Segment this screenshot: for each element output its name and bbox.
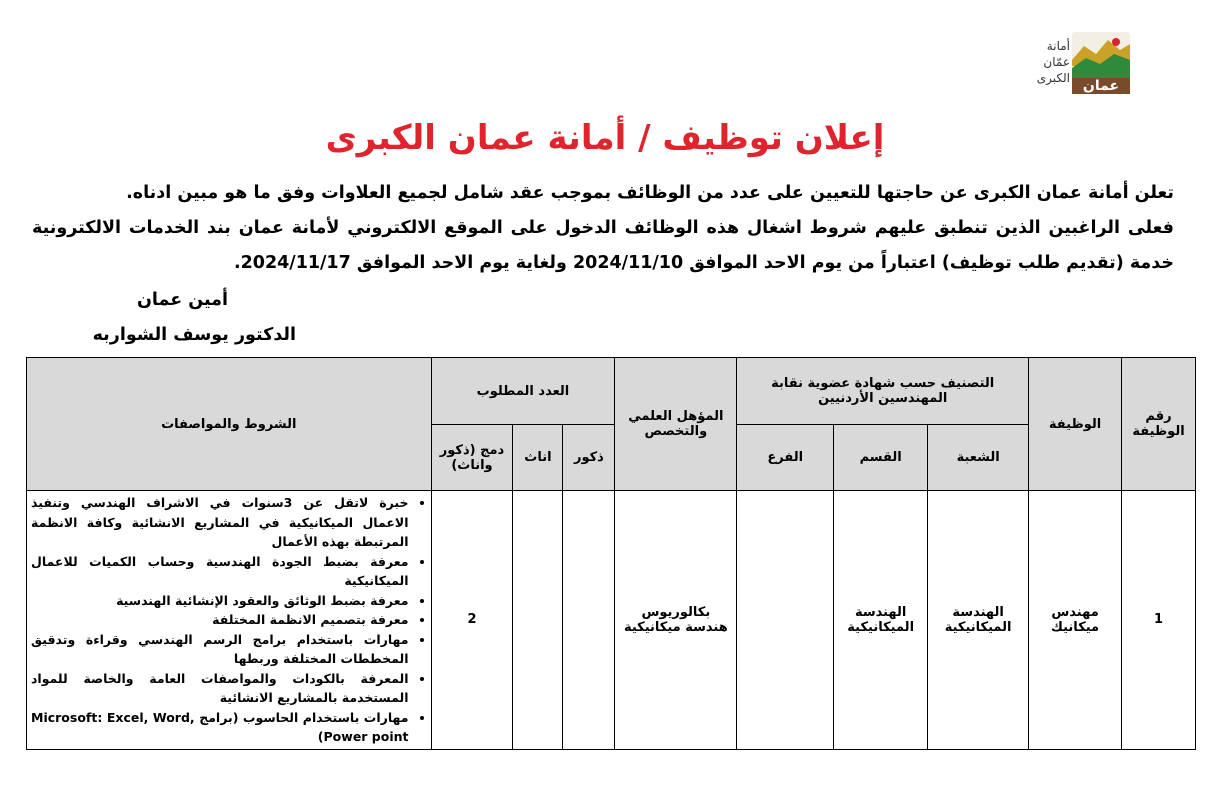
cell-division: الهندسة الميكانيكية [928,491,1029,750]
amman-municipality-logo [1034,30,1130,96]
list-item: • معرفة بتصميم الانظمة المختلفة [31,610,409,630]
cell-branch [737,491,834,750]
logo-line-3: الكبرى [1036,71,1070,85]
cell-qualification: بكالوريوس هندسة ميكانيكية [615,491,737,750]
cell-conditions [27,491,432,750]
announcement-line-1: تعلن أمانة عمان الكبرى عن حاجتها للتعيين على عدد من الوظائف بموجب عقد شامل لجميع العلاوات وفق ما هو مبين ادناه. [126,183,1174,203]
list-item: • معرفة بضبط الجودة الهندسية وحساب الكميات للاعمال الميكانيكية [31,552,409,591]
header-job: الوظيفة [1029,358,1122,491]
list-item: • خبرة لاتقل عن 3سنوات في الاشراف الهندسي وتنفيذ الاعمال الميكانيكية في المشاريع الانشائية وكافة الانظمة المرتبطة بهذه الأعمال [31,493,409,552]
cell-female [513,491,563,750]
header-division: الشعبة [928,425,1029,491]
header-male: ذكور [563,425,615,491]
header-qualification: المؤهل العلمي والتخصص [615,358,737,491]
logo-line-2: عمّان [1043,55,1070,69]
conditions-list [31,493,427,747]
signature-position: أمين عمان [136,290,228,310]
header-count: العدد المطلوب [431,358,615,425]
list-item: • المعرفة بالكودات والمواصفات العامة والخاصة للمواد المستخدمة بالمشاريع الانشائية [31,669,409,708]
cell-mixed: 2 [431,491,513,750]
jobs-table [26,357,1196,750]
table-row [27,491,1196,750]
header-department: القسم [834,425,928,491]
header-branch: الفرع [737,425,834,491]
list-item: • مهارات باستخدام برامج الرسم الهندسي وقراءة وتدقيق المخططات المختلفة وربطها [31,630,409,669]
logo-line-1: أمانة [1046,39,1070,53]
announcement-paragraph [32,176,1174,281]
cell-job-no: 1 [1122,491,1196,750]
announcement-line-2: فعلى الراغبين الذين تنطبق عليهم شروط اشغال هذه الوظائف الدخول على الموقع الالكتروني لأمانة عمان بند الخدمات الالكترونية خدمة (تقديم طلب توظيف) اعتباراً من يوم الاحد الموافق 2024/11/10 ولغاية يوم الاحد الموافق 2024/11/17. [32,218,1174,273]
cell-department: الهندسة الميكانيكية [834,491,928,750]
header-job-no: رقم الوظيفة [1122,358,1196,491]
logo-text [1037,38,1070,86]
cell-job: مهندس ميكانيك [1029,491,1122,750]
header-classification: التصنيف حسب شهادة عضوية نقابة المهندسين الأردنيين [737,358,1029,425]
cell-male [563,491,615,750]
page-title: إعلان توظيف / أمانة عمان الكبرى [325,118,885,158]
signature-name: الدكتور يوسف الشواربه [92,325,296,345]
list-item: • معرفة بضبط الوثائق والعقود الإنشائية الهندسية [31,591,409,611]
logo-mark-icon [1072,32,1130,94]
logo-mark-text: عمان [1082,78,1120,94]
header-conditions: الشروط والمواصفات [27,358,432,491]
header-female: اناث [513,425,563,491]
header-mixed: دمج (ذكور واناث) [431,425,513,491]
list-item: • مهارات باستخدام الحاسوب (برامج Microsoft: Excel, Word, Power point) [31,708,409,747]
